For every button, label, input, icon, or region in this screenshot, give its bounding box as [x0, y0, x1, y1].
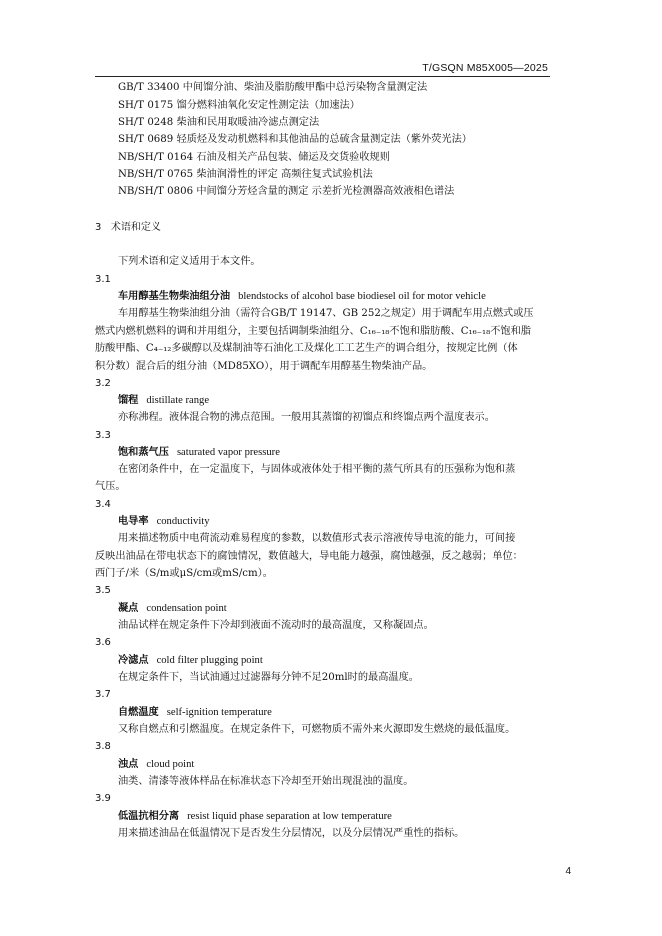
- term-definition-line: 油品试样在规定条件下冷却到液面不流动时的最高温度，又称凝固点。: [118, 620, 434, 631]
- term-definition-line: 西门子/米（S/m或μS/cm或mS/cm）。: [95, 568, 273, 579]
- term-definition-line: 又称自燃点和引燃温度。在规定条件下，可燃物质不需外来火源即发生燃烧的最低温度。: [118, 724, 516, 735]
- term-number: 3.1: [95, 274, 111, 285]
- term-definition-line: 积分数）混合后的组分油（MD85XO），用于调配车用醇基生物柴油产品。: [95, 361, 433, 372]
- term-title: 凝点 condensation point: [118, 603, 227, 614]
- term-definition-line: 油类、清漆等液体样品在标准状态下冷却至开始出现混浊的温度。: [118, 776, 414, 787]
- term-number: 3.5: [95, 585, 111, 596]
- page-number: 4: [565, 866, 571, 877]
- term-definition-line: 肪酸甲酯、C₄₋₁₂多碳醇以及煤制油等石油化工及煤化工工艺生产的调合组分，按规定比例（体: [95, 343, 518, 354]
- reference-line: SH/T 0689 轻质烃及发动机燃料和其他油品的总硫含量测定法（紫外荧光法）: [118, 134, 472, 145]
- term-number: 3.9: [95, 793, 111, 804]
- reference-line: GB/T 33400 中间馏分油、柴油及脂肪酸甲酯中总污染物含量测定法: [118, 82, 428, 93]
- term-definition-line: 亦称沸程。液体混合物的沸点范围。一般用其蒸馏的初馏点和终馏点两个温度表示。: [118, 412, 495, 423]
- term-number: 3.6: [95, 637, 111, 648]
- term-title: 车用醇基生物柴油组分油 blendstocks of alcohol base biodiesel oil for motor vehicle: [118, 291, 486, 302]
- header-rule: [95, 76, 550, 77]
- term-definition-line: 在规定条件下，当试油通过过滤器每分钟不足20ml时的最高温度。: [118, 672, 419, 683]
- term-definition-line: 用来描述物质中电荷流动难易程度的参数，以数值形式表示溶液传导电流的能力，可间接: [118, 533, 516, 544]
- term-definition-line: 在密闭条件中，在一定温度下，与固体或液体处于相平衡的蒸气所具有的压强称为饱和蒸: [118, 464, 516, 475]
- term-definition-line: 反映出油品在带电状态下的腐蚀情况，数值越大，导电能力越强，腐蚀越强，反之越弱；单位：: [95, 551, 523, 562]
- term-number: 3.7: [95, 689, 111, 700]
- term-definition-line: 燃式内燃机燃料的调和并用组分，主要包括调制柴油组分、C₁₆₋₁₈不饱和脂肪酸、C₁₆₋₁₈不饱和脂: [95, 326, 531, 337]
- term-title: 馏程 distillate range: [118, 395, 210, 406]
- header-doc-code: T/GSQN M85X005—2025: [422, 62, 548, 74]
- reference-line: NB/SH/T 0164 石油及相关产品包装、储运及交货验收规则: [118, 152, 390, 163]
- reference-line: NB/SH/T 0765 柴油润滑性的评定 高频往复式试验机法: [118, 169, 373, 180]
- term-number: 3.4: [95, 499, 111, 510]
- term-definition-line: 气压。: [95, 481, 126, 492]
- term-title: 自燃温度 self-ignition temperature: [118, 707, 272, 718]
- term-definition-line: 用来描述油品在低温情况下是否发生分层情况，以及分层情况严重性的指标。: [118, 828, 465, 839]
- term-number: 3.2: [95, 378, 111, 389]
- reference-line: SH/T 0248 柴油和民用取暖油冷滤点测定法: [118, 117, 320, 128]
- term-number: 3.8: [95, 741, 111, 752]
- term-title: 浊点 cloud point: [118, 759, 195, 770]
- term-number: 3.3: [95, 430, 111, 441]
- section-heading: 3 术语和定义: [95, 222, 161, 233]
- reference-line: SH/T 0175 馏分燃料油氧化安定性测定法（加速法）: [118, 100, 360, 111]
- term-title: 冷滤点 cold filter plugging point: [118, 655, 263, 666]
- term-title: 饱和蒸气压 saturated vapor pressure: [118, 447, 280, 458]
- reference-line: NB/SH/T 0806 中间馏分芳烃含量的测定 示差折光检测器高效液相色谱法: [118, 186, 455, 197]
- term-title: 电导率 conductivity: [118, 516, 210, 527]
- term-definition-line: 车用醇基生物柴油组分油（需符合GB/T 19147、GB 252之规定）用于调配车用点燃式或压: [118, 308, 534, 319]
- section-intro: 下列术语和定义适用于本文件。: [118, 256, 261, 267]
- term-title: 低温抗相分离 resist liquid phase separation at low temperature: [118, 811, 392, 822]
